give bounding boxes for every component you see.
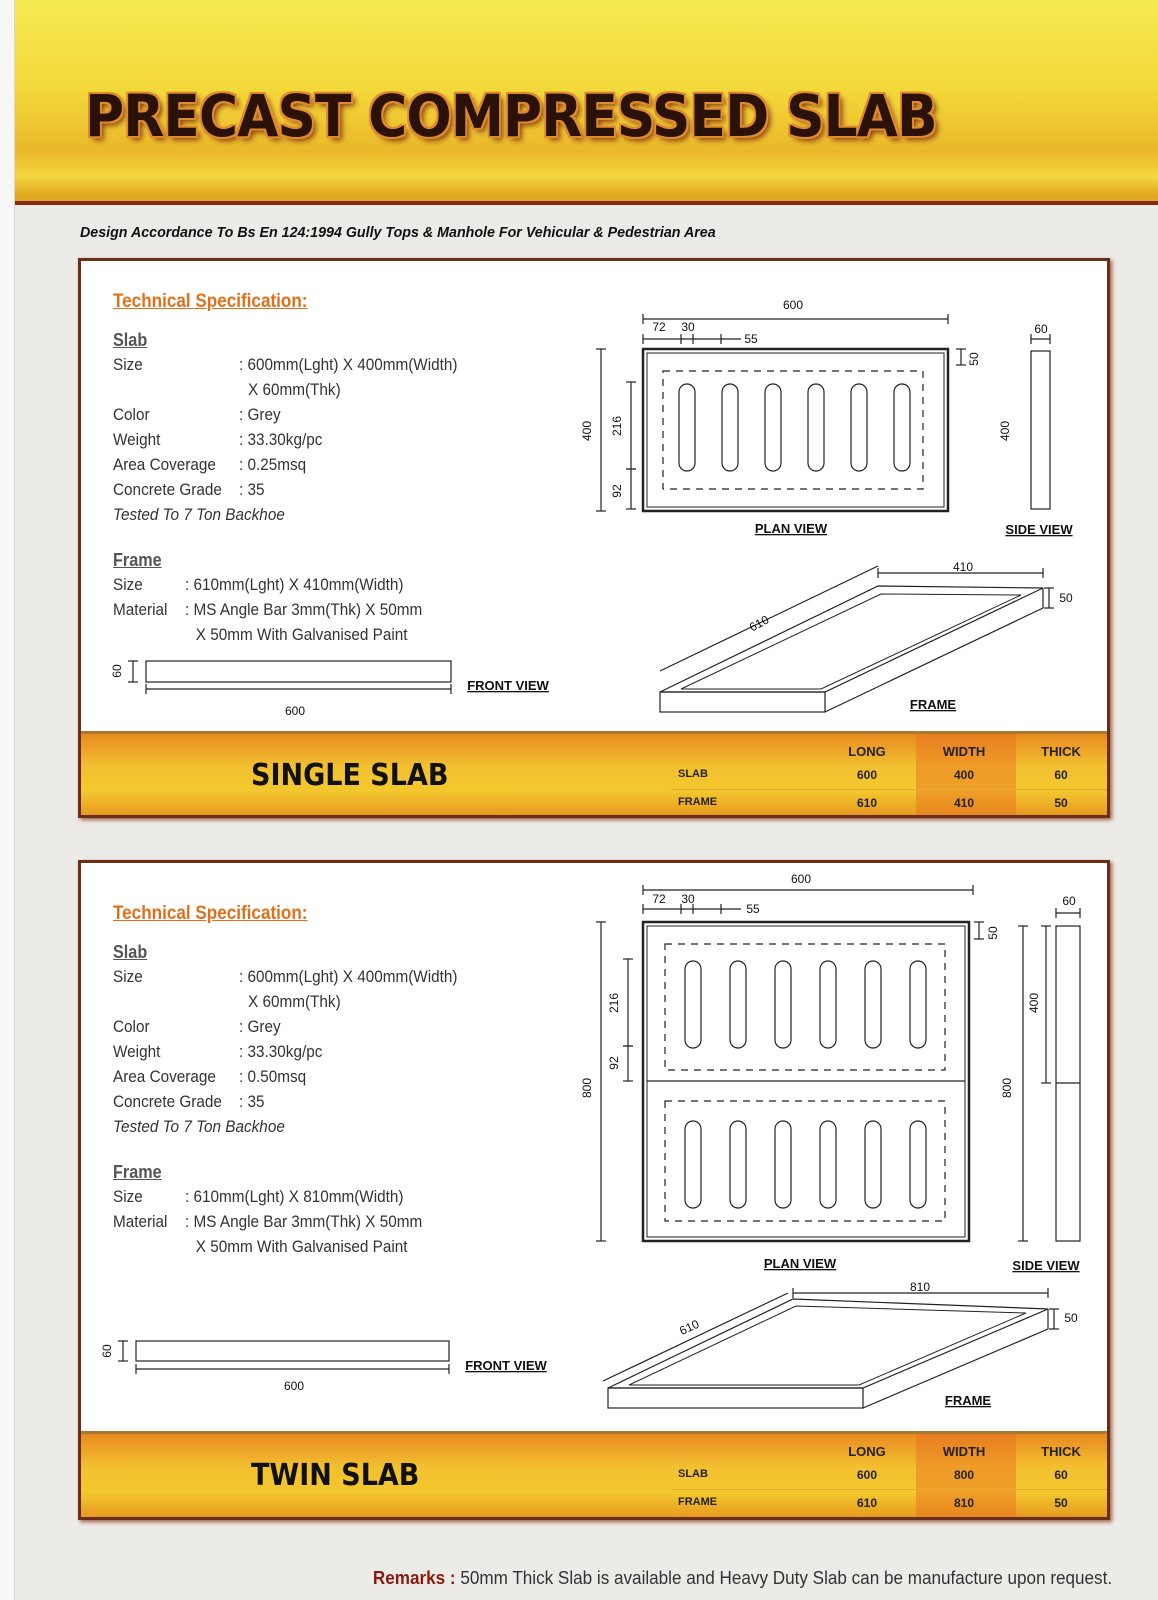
page-subtitle: Design Accordance To Bs En 124:1994 Gully Tops & Manhole For Vehicular & Pedestrian Area bbox=[80, 224, 716, 241]
spec-heading: Technical Specification: bbox=[113, 903, 308, 924]
frame-size-label: Size bbox=[113, 575, 143, 594]
slot bbox=[808, 384, 824, 471]
dimension-label: 50 bbox=[986, 926, 1000, 940]
table-cell: 400 bbox=[953, 768, 975, 782]
frame-size-value: : 610mm(Lght) X 810mm(Width) bbox=[185, 1187, 404, 1206]
dimension-label: 610 bbox=[746, 612, 772, 635]
slab-area-label: Area Coverage bbox=[113, 455, 216, 474]
slab-weight-label: Weight bbox=[113, 1042, 161, 1061]
dimension-label: 50 bbox=[1064, 1311, 1078, 1325]
frame-size-value: : 610mm(Lght) X 410mm(Width) bbox=[185, 575, 404, 594]
dimension-label: 610 bbox=[677, 1316, 702, 1338]
frame-label: FRAME bbox=[909, 697, 957, 712]
dimension-label: 800 bbox=[580, 1077, 594, 1099]
slab-area-value: : 0.25msq bbox=[239, 455, 307, 474]
table-cell: 410 bbox=[953, 796, 975, 810]
slab-color-value: : Grey bbox=[239, 1017, 281, 1036]
dimension-label: 60 bbox=[1062, 894, 1076, 908]
slab-heading: Slab bbox=[113, 330, 148, 350]
dimension-label: 72 bbox=[652, 892, 666, 906]
slot bbox=[685, 961, 701, 1048]
summary-band bbox=[81, 1431, 1107, 1517]
side-view-slab bbox=[1031, 351, 1050, 509]
header-banner bbox=[15, 0, 1158, 205]
slot bbox=[730, 1121, 746, 1208]
frame-material-cont: X 50mm With Galvanised Paint bbox=[195, 1237, 408, 1256]
frame-heading: Frame bbox=[113, 1162, 162, 1182]
slot bbox=[775, 1121, 791, 1208]
frame-front bbox=[660, 692, 825, 712]
dimension-label: 600 bbox=[782, 298, 804, 312]
remarks-text: 50mm Thick Slab is available and Heavy Duty Slab can be manufacture upon request. bbox=[460, 1568, 1113, 1588]
frame-heading: Frame bbox=[113, 550, 162, 570]
table-cell: 610 bbox=[856, 1496, 878, 1510]
table-cell: 50 bbox=[1054, 1496, 1068, 1510]
dimension-label: 50 bbox=[967, 352, 981, 366]
dashed-inner bbox=[663, 371, 923, 489]
slab-heading: Slab bbox=[113, 942, 148, 962]
dimension-label: 800 bbox=[1000, 1077, 1014, 1099]
column-header: LONG bbox=[848, 744, 886, 759]
dimension-line bbox=[660, 566, 878, 671]
slab-size-label: Size bbox=[113, 355, 143, 374]
dimension-label: 600 bbox=[284, 704, 306, 718]
slot bbox=[679, 384, 695, 471]
plan-view-slab bbox=[643, 349, 948, 511]
dimension-label: 55 bbox=[746, 902, 760, 916]
slab-tested: Tested To 7 Ton Backhoe bbox=[113, 1117, 285, 1136]
slot bbox=[894, 384, 910, 471]
frame-material-label: Material bbox=[113, 600, 168, 619]
slab-size-label: Size bbox=[113, 967, 143, 986]
dashed-inner bbox=[665, 1101, 945, 1221]
slab-weight-value: : 33.30kg/pc bbox=[239, 1042, 323, 1061]
row-label: SLAB bbox=[678, 1468, 708, 1480]
slot bbox=[730, 961, 746, 1048]
slab-grade-value: : 35 bbox=[239, 1092, 265, 1111]
twin-slab-panel bbox=[78, 860, 1110, 1520]
row-label: FRAME bbox=[678, 1496, 718, 1508]
product-title: TWIN SLAB bbox=[251, 1458, 420, 1493]
frame-front bbox=[608, 1388, 863, 1408]
dashed-inner bbox=[665, 944, 945, 1070]
dimension-label: 50 bbox=[1059, 591, 1073, 605]
dimension-label: 216 bbox=[610, 415, 624, 437]
dimension-label: 92 bbox=[610, 484, 624, 498]
slab-size-cont: X 60mm(Thk) bbox=[248, 380, 341, 399]
table-cell: 600 bbox=[856, 1468, 878, 1482]
table-cell: 810 bbox=[953, 1496, 975, 1510]
dimension-label: 216 bbox=[607, 992, 621, 1014]
slab-grade-label: Concrete Grade bbox=[113, 1092, 222, 1111]
slot bbox=[722, 384, 738, 471]
plan-view-label: PLAN VIEW bbox=[763, 1256, 837, 1271]
dimension-label: 60 bbox=[110, 664, 124, 678]
frame-size-label: Size bbox=[113, 1187, 143, 1206]
slot bbox=[865, 961, 881, 1048]
frame-material-label: Material bbox=[113, 1212, 168, 1231]
column-header: LONG bbox=[848, 1444, 886, 1459]
slab-color-value: : Grey bbox=[239, 405, 281, 424]
slab-size-cont: X 60mm(Thk) bbox=[248, 992, 341, 1011]
table-cell: 60 bbox=[1054, 768, 1068, 782]
frame-material-value: : MS Angle Bar 3mm(Thk) X 50mm bbox=[185, 600, 423, 619]
single-slab-panel bbox=[78, 258, 1110, 818]
dimension-label: 400 bbox=[998, 420, 1012, 442]
side-view-label: SIDE VIEW bbox=[1005, 522, 1073, 537]
table-cell: 610 bbox=[856, 796, 878, 810]
front-view-slab bbox=[146, 661, 451, 682]
frame-iso bbox=[608, 1299, 1048, 1388]
slot bbox=[910, 961, 926, 1048]
dimension-label: 92 bbox=[607, 1056, 621, 1070]
spec-heading: Technical Specification: bbox=[113, 291, 308, 312]
column-header: WIDTH bbox=[942, 744, 986, 759]
slab-area-value: : 0.50msq bbox=[239, 1067, 307, 1086]
row-label: SLAB bbox=[678, 768, 708, 780]
dimension-label: 30 bbox=[681, 892, 695, 906]
dimension-label: 60 bbox=[100, 1344, 114, 1358]
dimension-label: 410 bbox=[952, 560, 974, 574]
frame-iso bbox=[660, 586, 1043, 692]
dimension-label: 400 bbox=[580, 420, 594, 442]
slot bbox=[910, 1121, 926, 1208]
dimension-label: 810 bbox=[909, 1280, 931, 1294]
slot bbox=[820, 1121, 836, 1208]
summary-band bbox=[81, 731, 1107, 815]
slab-weight-value: : 33.30kg/pc bbox=[239, 430, 323, 449]
slab-color-label: Color bbox=[113, 405, 150, 424]
slab-size-value: : 600mm(Lght) X 400mm(Width) bbox=[239, 355, 458, 374]
column-header: THICK bbox=[1041, 1444, 1081, 1459]
slab-size-value: : 600mm(Lght) X 400mm(Width) bbox=[239, 967, 458, 986]
dimension-label: 72 bbox=[652, 320, 666, 334]
slab-area-label: Area Coverage bbox=[113, 1067, 216, 1086]
row-divider bbox=[671, 1489, 1107, 1490]
row-divider bbox=[671, 789, 1107, 790]
dimension-label: 600 bbox=[283, 1379, 305, 1393]
frame-inner bbox=[629, 1306, 1026, 1385]
page-edge bbox=[0, 0, 15, 1600]
slab-grade-label: Concrete Grade bbox=[113, 480, 222, 499]
remarks-label: Remarks : bbox=[372, 1568, 456, 1588]
table-cell: 50 bbox=[1054, 796, 1068, 810]
outline bbox=[647, 353, 944, 507]
front-view-label: FRONT VIEW bbox=[467, 678, 549, 693]
frame-inner bbox=[681, 594, 1021, 689]
table-cell: 800 bbox=[953, 1468, 975, 1482]
plan-view-label: PLAN VIEW bbox=[754, 521, 828, 536]
slab-grade-value: : 35 bbox=[239, 480, 265, 499]
slot bbox=[851, 384, 867, 471]
dimension-label: 400 bbox=[1027, 992, 1041, 1014]
dimension-label: 60 bbox=[1034, 322, 1048, 336]
table-cell: 60 bbox=[1054, 1468, 1068, 1482]
front-view-label: FRONT VIEW bbox=[465, 1358, 547, 1373]
technical-drawing bbox=[81, 261, 1107, 731]
slot bbox=[765, 384, 781, 471]
column-header: WIDTH bbox=[942, 1444, 986, 1459]
page-title: PRECAST COMPRESSED SLAB bbox=[85, 82, 937, 150]
frame-label: FRAME bbox=[944, 1393, 992, 1408]
slot bbox=[820, 961, 836, 1048]
slot bbox=[685, 1121, 701, 1208]
slab-tested: Tested To 7 Ton Backhoe bbox=[113, 505, 285, 524]
column-header: THICK bbox=[1041, 744, 1081, 759]
frame-material-value: : MS Angle Bar 3mm(Thk) X 50mm bbox=[185, 1212, 423, 1231]
dimension-line bbox=[603, 1293, 788, 1381]
remarks bbox=[373, 1568, 1112, 1589]
slot bbox=[775, 961, 791, 1048]
technical-drawing bbox=[81, 863, 1107, 1431]
dimension-label: 600 bbox=[790, 872, 812, 886]
frame-material-cont: X 50mm With Galvanised Paint bbox=[195, 625, 408, 644]
dimension-label: 55 bbox=[744, 332, 758, 346]
product-title: SINGLE SLAB bbox=[251, 758, 449, 793]
row-label: FRAME bbox=[678, 796, 718, 808]
table-cell: 600 bbox=[856, 768, 878, 782]
side-view-label: SIDE VIEW bbox=[1012, 1258, 1080, 1273]
dimension-label: 30 bbox=[681, 320, 695, 334]
front-view-slab bbox=[136, 1341, 449, 1361]
slab-weight-label: Weight bbox=[113, 430, 161, 449]
slab-color-label: Color bbox=[113, 1017, 150, 1036]
slot bbox=[865, 1121, 881, 1208]
